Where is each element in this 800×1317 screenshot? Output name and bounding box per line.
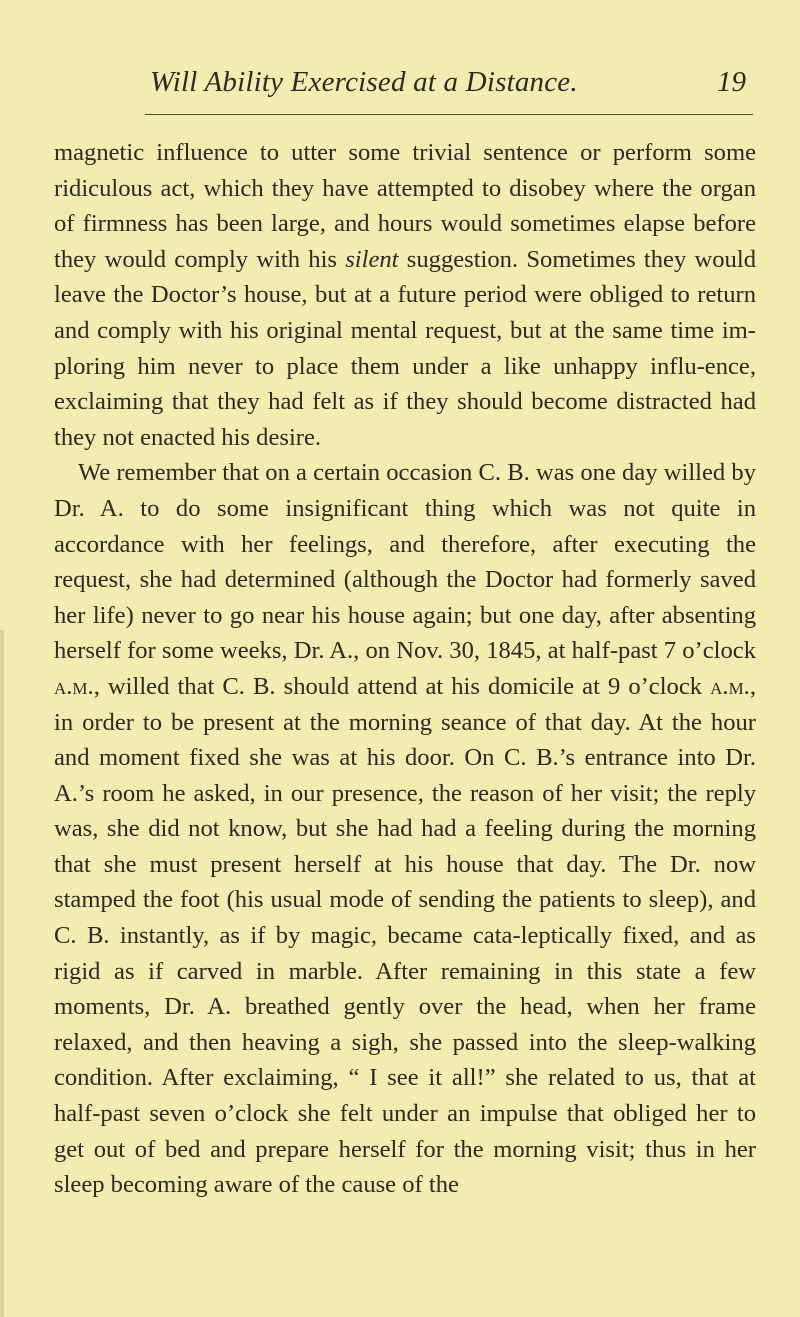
- page-header: [0, 66, 800, 106]
- paragraph-2-text-b: , willed that C. B. should attend at his domicile at 9 o’clock: [93, 672, 711, 700]
- running-title: Will Ability Exercised at a Distance.: [150, 66, 578, 98]
- paragraph-1: [54, 135, 756, 455]
- paragraph-1-emphasis: silent: [345, 245, 399, 273]
- paragraph-2-text-a: We remember that on a certain occasion C. B. was one day willed by Dr. A. to do some insignificant thing which was not quite in accordance with her feelings, and therefore, after executing the request, she had determined (although the Doctor had formerly saved her life) never to go near his house again; but one day, after absenting herself for some weeks, Dr. A., on Nov. 30, 1845, at half-past 7 o’clock: [54, 459, 756, 665]
- page-body: [54, 135, 756, 1203]
- page-edge-shadow: [0, 630, 4, 1317]
- page-number: 19: [717, 66, 746, 98]
- paragraph-2-text-c: , in order to be present at the morning seance of that day. At the hour and moment fixed she was at his door. On C. B.’s entrance into Dr. A.’s room he asked, in our presence, the reason of her visit; the reply was, she did not know, but she had had a feeling during the morning that she must present herself at his house that day. The Dr. now stamped the foot (his usual mode of sending the patients to sleep), and C. B. instantly, as if by magic, became cata-leptically fixed, and as rigid as if carved in marble. After remaining in this state a few moments, Dr. A. breathed gently over the head, when her frame relaxed, and then heaving a sigh, she passed into the sleep-walking condition. After exclaiming, “ I see it all!” she related to us, that at half-past seven o’clock she felt under an impulse that obliged her to get out of bed and prepare herself for the morning visit; thus in her sleep becoming aware of the cause of the: [54, 672, 756, 1199]
- paragraph-2-time-abbrev-1: a.m.: [54, 672, 94, 700]
- paragraph-1-text-b: suggestion. Sometimes they would leave the Doctor’s house, but at a future period were obliged to return and comply with his original mental request, but at the same time im-ploring him never to place them under a like unhappy influ-ence, exclaiming that they had felt as if they should become distracted had they not enacted his desire.: [54, 245, 756, 451]
- paragraph-2-time-abbrev-2: a.m.: [710, 672, 750, 700]
- header-rule: [145, 114, 753, 115]
- paragraph-2: [54, 455, 756, 1202]
- paragraph-1-text-a: magnetic influence to utter some trivial sentence or perform some ridiculous act, which they have attempted to disobey where the organ of firmness has been large, and hours would sometimes elapse before they would comply with his: [54, 139, 756, 273]
